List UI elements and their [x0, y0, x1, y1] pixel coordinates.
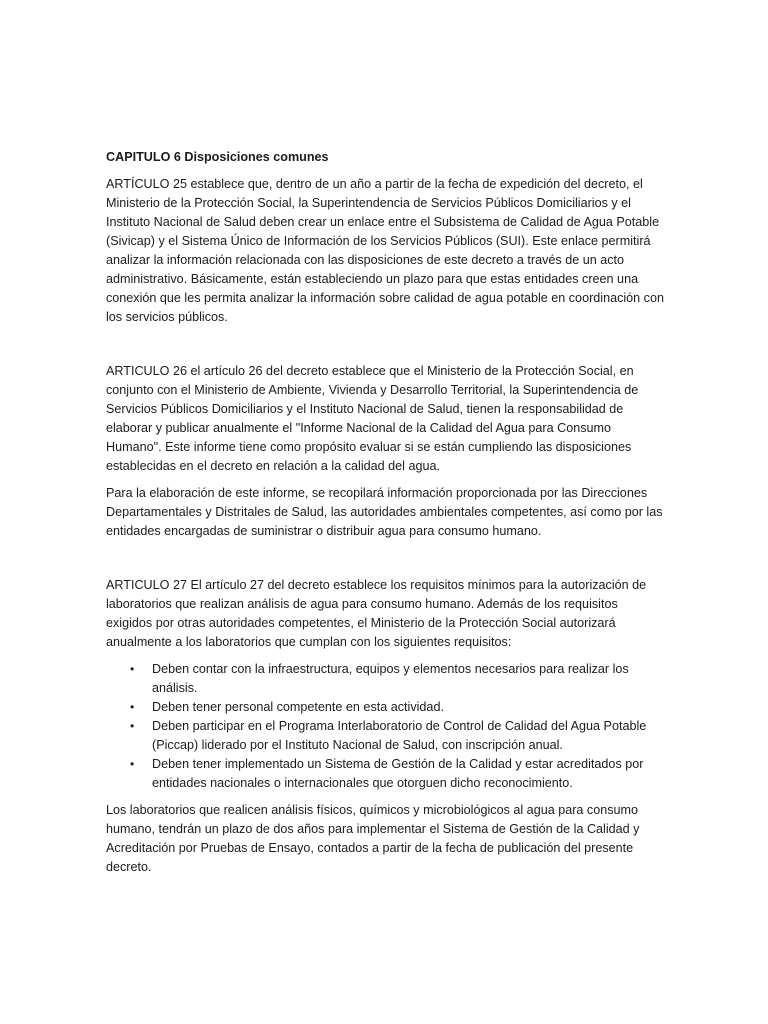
bullet-icon: • [130, 719, 135, 733]
paragraph-gap [106, 335, 666, 362]
bullet-icon: • [130, 757, 135, 771]
list-item [106, 755, 666, 793]
article-26-paragraph-2: Para la elaboración de este informe, se recopilará información proporcionada por las Direcciones Departamentales y Distritales de Salud, las autoridades ambientales competentes, así como por las entidades encargadas de suministrar o distribuir agua para consumo humano. [106, 486, 663, 538]
article-27-paragraph-2: Los laboratorios que realicen análisis físicos, químicos y microbiológicos al agua para consumo humano, tendrán un plazo de dos años para implementar el Sistema de Gestión de la Calidad y Acreditación por Pruebas de Ensayo, contados a partir de la fecha de publicación del presente decreto. [106, 803, 640, 874]
list-item-text: Deben tener implementado un Sistema de Gestión de la Calidad y estar acreditados por entidades nacionales o internacionales que otorguen dicho reconocimiento. [152, 757, 644, 790]
article-26-paragraph: ARTICULO 26 el artículo 26 del decreto establece que el Ministerio de la Protección Social, en conjunto con el Ministerio de Ambiente, Vivienda y Desarrollo Territorial, la Superintendencia de Servicios Públicos Domiciliarios y el Instituto Nacional de Salud, tienen la responsabilidad de elaborar y publicar anualmente el "Informe Nacional de la Calidad del Agua para Consumo Humano". Este informe tiene como propósito evaluar si se están cumpliendo las disposiciones establecidas en el decreto en relación a la calidad del agua. [106, 364, 639, 473]
list-item-text: Deben participar en el Programa Interlaboratorio de Control de Calidad del Agua Potable (Piccap) liderado por el Instituto Nacional de Salud, con inscripción anual. [152, 719, 647, 752]
list-item-text: Deben contar con la infraestructura, equipos y elementos necesarios para realizar los análisis. [152, 662, 629, 695]
list-item [106, 660, 666, 698]
article-25-paragraph: ARTÍCULO 25 establece que, dentro de un año a partir de la fecha de expedición del decreto, el Ministerio de la Protección Social, la Superintendencia de Servicios Públicos Domiciliarios y el Instituto Nacional de Salud deben crear un enlace entre el Subsistema de Calidad de Agua Potable (Sivicap) y el Sistema Único de Información de los Servicios Públicos (SUI). Este enlace permitirá analizar la información relacionada con las disposiciones de este decreto a través de un acto administrativo. Básicamente, están estableciendo un plazo para que estas entidades creen una conexión que les permita analizar la información sobre calidad de agua potable en coordinación con los servicios públicos. [106, 177, 664, 324]
list-item-text: Deben tener personal competente en esta actividad. [152, 700, 444, 714]
article-27-paragraph: ARTICULO 27 El artículo 27 del decreto establece los requisitos mínimos para la autorización de laboratorios que realizan análisis de agua para consumo humano. Además de los requisitos exigidos por otras autoridades competentes, el Ministerio de la Protección Social autorizará anualmente a los laboratorios que cumplan con los siguientes requisitos: [106, 578, 647, 649]
chapter-heading: CAPITULO 6 Disposiciones comunes [106, 150, 329, 164]
document-body [106, 148, 666, 885]
bullet-icon: • [130, 662, 135, 676]
bullet-icon: • [130, 700, 135, 714]
list-item [106, 698, 666, 717]
paragraph-gap [106, 549, 666, 576]
requirements-list [106, 660, 666, 793]
list-item [106, 717, 666, 755]
